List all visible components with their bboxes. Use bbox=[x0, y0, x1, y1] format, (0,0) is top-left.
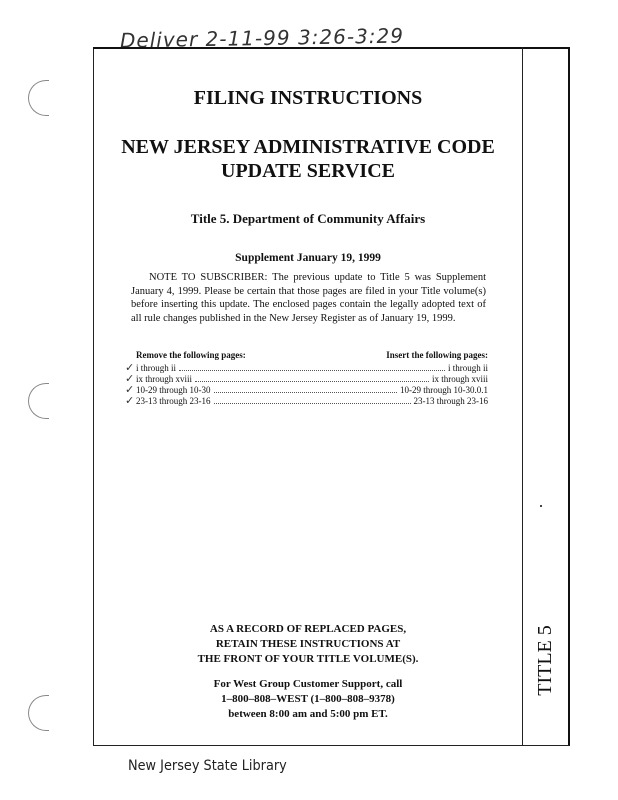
code-title-line2: UPDATE SERVICE bbox=[221, 160, 395, 182]
customer-support-info bbox=[93, 677, 523, 722]
record-notice bbox=[93, 622, 523, 667]
table-row bbox=[125, 384, 488, 396]
record-line1: AS A RECORD OF REPLACED PAGES, bbox=[209, 623, 407, 635]
record-line2: RETAIN THESE INSTRUCTIONS AT bbox=[215, 638, 401, 650]
library-stamp: New Jersey State Library bbox=[128, 758, 287, 774]
record-line3: THE FRONT OF YOUR TITLE VOLUME(S). bbox=[197, 653, 419, 665]
support-phone: 1–800–808–WEST (1–800–808–9378) bbox=[221, 693, 395, 705]
subscriber-note: NOTE TO SUBSCRIBER: The previous update to Title 5 was Supplement January 4, 1999. Please be certain that those pages are filed in your Title volume(s) before inserting this update. The enclosed pages contain the legally adopted text of all rule changes published in the New Jersey Register as of January 19, 1999. bbox=[131, 272, 486, 324]
insert-range: 23-13 through 23-16 bbox=[413, 396, 488, 406]
table-header bbox=[131, 350, 488, 360]
remove-range: 10-29 through 10-30 bbox=[136, 385, 211, 395]
check-mark-icon: ✓ bbox=[125, 362, 135, 374]
filing-instructions-sheet bbox=[93, 47, 523, 744]
handwritten-delivery-note: Deliver 2-11-99 3:26-3:29 bbox=[119, 23, 405, 53]
page-replacement-table bbox=[125, 350, 488, 407]
code-title-line1: NEW JERSEY ADMINISTRATIVE CODE bbox=[121, 136, 495, 158]
leader-dots bbox=[214, 397, 411, 404]
remove-range: 23-13 through 23-16 bbox=[136, 396, 211, 406]
check-mark-icon: ✓ bbox=[125, 384, 135, 396]
insert-range: 10-29 through 10-30.0.1 bbox=[400, 385, 488, 395]
table-row bbox=[125, 362, 488, 374]
code-title bbox=[103, 135, 513, 183]
remove-range: ix through xviii bbox=[136, 374, 192, 384]
check-mark-icon: ✓ bbox=[125, 373, 135, 385]
page-title: FILING INSTRUCTIONS bbox=[193, 87, 423, 109]
support-line1: For West Group Customer Support, call bbox=[213, 678, 403, 690]
remove-header: Remove the following pages: bbox=[136, 350, 246, 360]
support-hours: between 8:00 am and 5:00 pm ET. bbox=[228, 708, 388, 720]
title-tab bbox=[522, 600, 569, 720]
binder-hole bbox=[28, 80, 49, 116]
check-mark-icon: ✓ bbox=[125, 395, 135, 407]
table-row bbox=[125, 395, 488, 407]
supplement-date: Supplement January 19, 1999 bbox=[235, 252, 381, 264]
binder-hole bbox=[28, 695, 49, 731]
title-tab-label: TITLE 5 bbox=[534, 624, 556, 696]
leader-dots bbox=[195, 375, 429, 382]
leader-dots bbox=[179, 364, 445, 371]
table-row bbox=[125, 373, 488, 385]
scan-speck bbox=[540, 505, 542, 507]
insert-header: Insert the following pages: bbox=[386, 350, 488, 360]
department-heading: Title 5. Department of Community Affairs bbox=[190, 211, 426, 226]
remove-range: i through ii bbox=[136, 363, 176, 373]
insert-range: ix through xviii bbox=[432, 374, 488, 384]
binder-hole bbox=[28, 383, 49, 419]
leader-dots bbox=[214, 386, 398, 393]
insert-range: i through ii bbox=[448, 363, 488, 373]
